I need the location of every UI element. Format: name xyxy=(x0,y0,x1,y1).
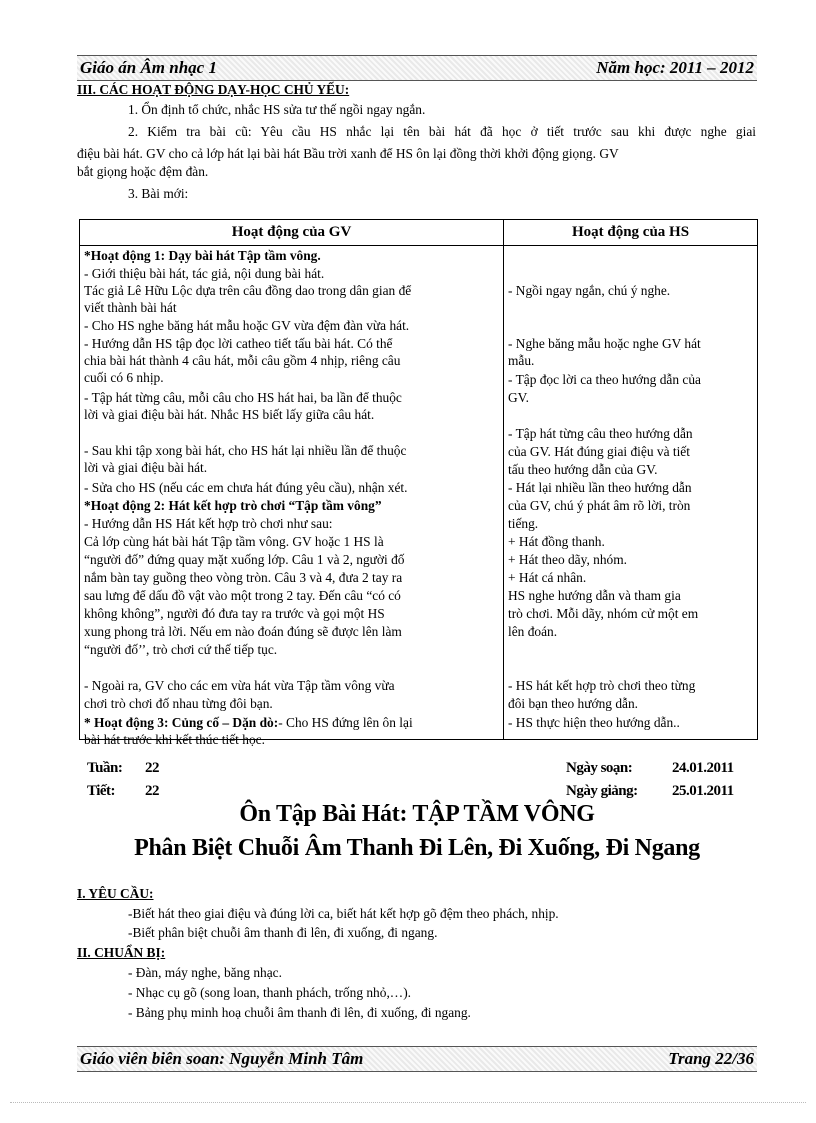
gv-line: bài hát trước khi kết thúc tiết học. xyxy=(84,732,265,747)
section-1-title: I. YÊU CẦU: xyxy=(77,886,154,901)
gv-activity-3-heading: * Hoạt động 3: Củng cố – Dặn dò: xyxy=(84,715,279,730)
hs-line: - Hát lại nhiều lần theo hướng dẫn xyxy=(508,480,692,495)
gv-line: “người đố’’, trò chơi cứ thế tiếp tục. xyxy=(84,642,278,657)
preparation-item: - Bảng phụ minh hoạ chuỗi âm thanh đi lên, đi xuống, đi ngang. xyxy=(128,1005,471,1020)
teacher-activities-cell xyxy=(80,246,504,747)
header-course-title: Giáo án Âm nhạc 1 xyxy=(80,58,217,77)
hs-line: - Nghe băng mẫu hoặc nghe GV hát xyxy=(508,336,701,351)
preparation-item: - Nhạc cụ gõ (song loan, thanh phách, trống nhỏ,…). xyxy=(128,985,411,1000)
header-teacher-activities: Hoạt động của GV xyxy=(80,220,504,246)
hs-line: - Tập hát từng câu theo hướng dẫn xyxy=(508,426,693,441)
gv-line: - Tập hát từng câu, mỗi câu cho HS hát hai, ba lần để thuộc xyxy=(84,390,402,405)
section-2-title: II. CHUẨN BỊ: xyxy=(77,945,166,960)
lesson-title: Ôn Tập Bài Hát: TẬP TẦM VÔNG xyxy=(239,801,595,827)
gv-line: - Ngoài ra, GV cho các em vừa hát vừa Tập tầm vông vừa xyxy=(84,678,395,693)
teaching-date-label: Ngày giảng: xyxy=(566,783,638,799)
hs-line: + Hát theo dãy, nhóm. xyxy=(508,552,627,567)
hs-line: - Tập đọc lời ca theo hướng dẫn của xyxy=(508,372,701,387)
table-header-row xyxy=(80,220,758,246)
gv-line: Cả lớp cùng hát bài hát Tập tầm vông. GV hoặc 1 HS là xyxy=(84,534,384,549)
header-student-activities: Hoạt động của HS xyxy=(504,220,758,246)
gv-line: lời và giai điệu bài hát. xyxy=(84,460,208,475)
hs-line: của GV, chú ý phát âm rõ lời, tròn xyxy=(508,498,691,513)
gv-line: - Sau khi tập xong bài hát, cho HS hát lại nhiều lần để thuộc xyxy=(84,443,407,458)
hs-line: + Hát đồng thanh. xyxy=(508,534,605,549)
table-body-row xyxy=(80,246,758,740)
hs-line: - Ngồi ngay ngắn, chú ý nghe. xyxy=(508,283,671,298)
hs-line: đôi bạn theo hướng dẫn. xyxy=(508,696,638,711)
section-3-title: III. CÁC HOẠT ĐỘNG DẠY-HỌC CHỦ YẾU: xyxy=(77,82,350,97)
footer-page-number: Trang 22/36 xyxy=(668,1049,754,1068)
hs-line: mẫu. xyxy=(508,353,535,368)
gv-line: không không”, người đó đưa tay ra trước và gọi một HS xyxy=(84,606,385,621)
hs-line: GV. xyxy=(508,390,529,405)
page-header xyxy=(77,55,757,81)
header-school-year: Năm học: 2011 – 2012 xyxy=(596,58,754,77)
week-label: Tuần: xyxy=(87,760,123,776)
teaching-date-value: 25.01.2011 xyxy=(672,783,734,799)
gv-line: - Hướng dẫn HS Hát kết hợp trò chơi như sau: xyxy=(84,516,333,531)
hs-line: - HS thực hiện theo hướng dẫn.. xyxy=(508,715,680,730)
hs-line: tấu theo hướng dẫn của GV. xyxy=(508,462,658,477)
gv-line: - Hướng dẫn HS tập đọc lời catheo tiết tấu bài hát. Có thể xyxy=(84,336,393,351)
student-activities-cell xyxy=(504,246,758,740)
gv-line: xung phong trả lời. Nếu em nào đoán đúng sẽ được lên làm xyxy=(84,624,402,639)
lesson-value: 22 xyxy=(145,783,159,799)
gv-activity-3-text: - Cho HS đứng lên ôn lại xyxy=(278,715,413,730)
gv-line: chơi trò chơi đố nhau từng đôi bạn. xyxy=(84,696,273,711)
gv-line: - Cho HS nghe băng hát mẫu hoặc GV vừa đệm đàn vừa hát. xyxy=(84,318,410,333)
gv-line: sau lưng để dấu đồ vật vào một trong 2 tay. Đến câu “có có xyxy=(84,588,401,603)
footer-author: Giáo viên biên soan: Nguyễn Minh Tâm xyxy=(80,1049,364,1068)
gv-line: chia bài hát thành 4 câu hát, mỗi câu gồm 4 nhịp, riêng câu xyxy=(84,353,401,368)
hs-line: tiếng. xyxy=(508,516,539,531)
hs-line: - HS hát kết hợp trò chơi theo từng xyxy=(508,678,696,693)
hs-line: trò chơi. Mỗi dãy, nhóm cử một em xyxy=(508,606,699,621)
page-footer xyxy=(77,1046,757,1072)
section-3-line: bắt giọng hoặc đệm đàn. xyxy=(77,164,209,179)
section-3-line: điệu bài hát. GV cho cả lớp hát lại bài hát Bầu trời xanh để HS ôn lại đồng thời khởi động giọng. GV xyxy=(77,146,619,161)
gv-line: lời và giai điệu bài hát. Nhắc HS biết lấy giữa câu hát. xyxy=(84,407,375,422)
gv-line xyxy=(84,714,413,731)
requirement-item: -Biết hát theo giai điệu và đúng lời ca, biết hát kết hợp gõ đệm theo phách, nhịp. xyxy=(128,906,559,921)
preparation-item: - Đàn, máy nghe, băng nhạc. xyxy=(128,965,282,980)
week-value: 22 xyxy=(145,760,159,776)
requirement-item: -Biết phân biệt chuỗi âm thanh đi lên, đi xuống, đi ngang. xyxy=(128,925,438,940)
hs-line: HS nghe hướng dẫn và tham gia xyxy=(508,588,681,603)
gv-line: viết thành bài hát xyxy=(84,300,177,315)
section-3-line: 1. Ổn định tổ chức, nhắc HS sửa tư thế ngồi ngay ngắn. xyxy=(128,102,426,117)
hs-line: của GV. Hát đúng giai điệu và tiết xyxy=(508,444,690,459)
lesson-label: Tiết: xyxy=(87,783,116,799)
gv-line: “người đố” đứng quay mặt xuống lớp. Câu 1 và 2, người đố xyxy=(84,552,405,567)
gv-line: - Sửa cho HS (nếu các em chưa hát đúng yêu cầu), nhận xét. xyxy=(84,480,408,495)
gv-line: nắm bàn tay guồng theo vòng tròn. Câu 3 và 4, đưa 2 tay ra xyxy=(84,570,403,585)
section-3-line: 2. Kiểm tra bài cũ: Yêu cầu HS nhắc lại tên bài hát đã học ở tiết trước sau khi được nghe giai xyxy=(128,124,756,139)
prepared-date-label: Ngày soạn: xyxy=(566,760,633,776)
activities-table xyxy=(79,219,758,747)
gv-line: cuối có 6 nhịp. xyxy=(84,370,164,385)
gv-line: Tác giả Lê Hữu Lộc dựa trên câu đồng dao trong dân gian để xyxy=(84,283,412,298)
hs-line: + Hát cá nhân. xyxy=(508,570,587,585)
prepared-date-value: 24.01.2011 xyxy=(672,760,734,776)
section-3-line: 3. Bài mới: xyxy=(128,186,189,201)
gv-line: *Hoạt động 2: Hát kết hợp trò chơi “Tập tầm vông” xyxy=(84,498,382,513)
hs-line: lên đoán. xyxy=(508,624,558,639)
gv-line: *Hoạt động 1: Dạy bài hát Tập tầm vông. xyxy=(84,248,321,263)
lesson-subtitle: Phân Biệt Chuỗi Âm Thanh Đi Lên, Đi Xuống, Đi Ngang xyxy=(134,835,700,861)
gv-line: - Giới thiệu bài hát, tác giả, nội dung bài hát. xyxy=(84,266,325,281)
page-bottom-rule xyxy=(10,1102,806,1103)
